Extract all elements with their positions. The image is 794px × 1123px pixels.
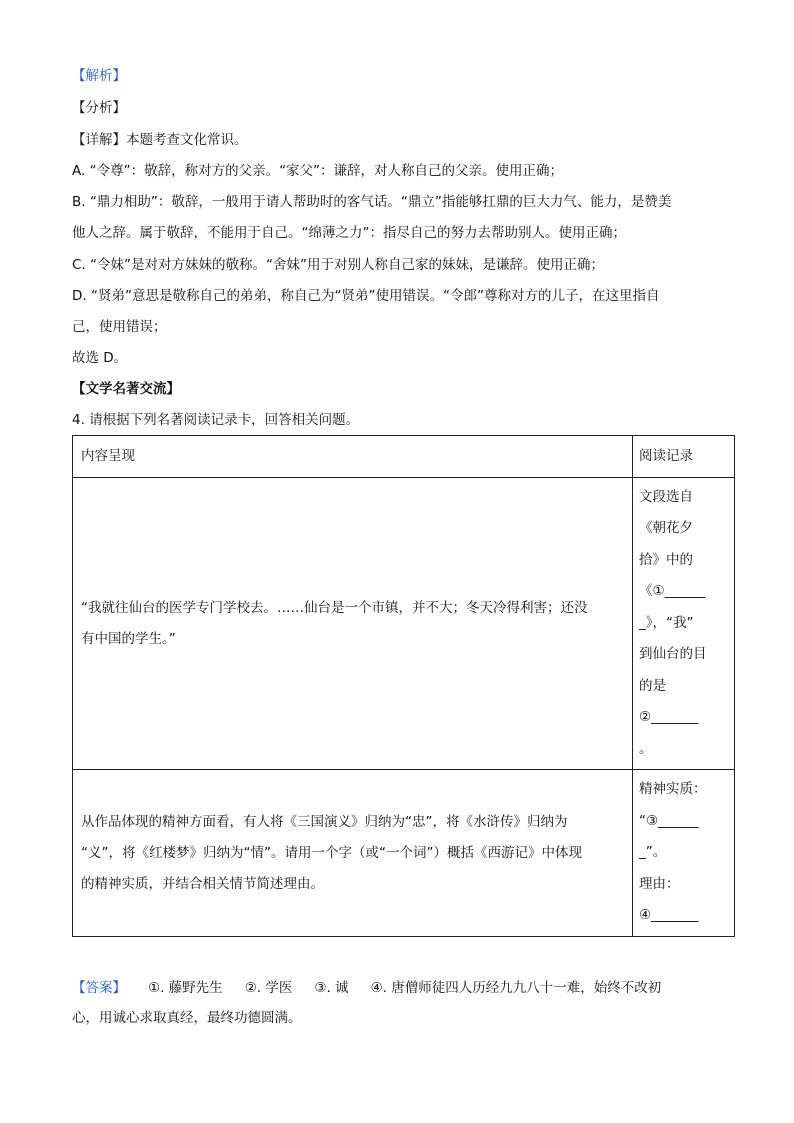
row2-content: [73, 770, 633, 937]
answer-tag: 【答案】: [72, 980, 126, 996]
answer-3: ③. 诚: [314, 980, 349, 996]
analysis-label: 【解析】: [72, 68, 126, 84]
row2-record: [633, 770, 735, 937]
fenxi-label: 【分析】: [72, 100, 126, 116]
row2-content-line: “义”，将《红楼梦》归纳为“情”。请用一个字（或“一个词”）概括《西游记》中体现: [81, 844, 582, 861]
record-line: 精神实质：: [639, 781, 707, 798]
reading-record-table: [72, 435, 735, 937]
record-line: _”。: [639, 844, 667, 861]
answer-block: [72, 973, 727, 1033]
option-d-explanation-1: D. “贤弟”意思是敬称自己的弟弟，称自己为“贤弟”使用错误。“令郎”尊称对方的儿子，在这里指自: [72, 288, 660, 304]
xiangjie-tag: 【详解】: [72, 132, 126, 148]
header-content: 内容呈现: [73, 436, 633, 478]
option-d-explanation-2: 己，使用错误；: [72, 319, 167, 335]
xiangjie-text: 本题考查文化常识。: [126, 132, 248, 148]
header-record: 阅读记录: [633, 436, 735, 478]
answer-2: ②. 学医: [244, 980, 293, 996]
option-c-explanation: C. “令妹”是对对方妹妹的敬称。“舍妹”用于对别人称自己家的妹妹，是谦辞。使用正确；: [72, 257, 604, 273]
record-line: 的是: [639, 677, 666, 694]
row1-content-line: 有中国的学生。”: [81, 630, 176, 647]
conclusion: 故选 D。: [72, 350, 128, 366]
record-line: 文段选自: [639, 488, 693, 505]
row2-content-line: 的精神实质，并结合相关情节简述理由。: [81, 875, 324, 892]
table-header-row: [73, 436, 735, 478]
table-row: [73, 770, 735, 937]
record-line: 《朝花夕: [639, 520, 693, 537]
row1-content-line: “我就往仙台的医学专门学校去。……仙台是一个市镇，并不大；冬天冷得利害；还没: [81, 599, 588, 616]
record-line: “③______: [639, 812, 699, 829]
record-line: 。: [639, 740, 653, 757]
record-line: 拾》中的: [639, 551, 693, 568]
record-line: 到仙台的目: [639, 646, 707, 663]
row1-content: [73, 478, 633, 770]
option-b-explanation-2: 他人之辞。属于敬辞，不能用于自己。“绵薄之力”：指尽自己的努力去帮助别人。使用正确；: [72, 225, 626, 241]
option-a-explanation: A. “令尊”：敬辞，称对方的父亲。“家父”：谦辞，对人称自己的父亲。使用正确；: [72, 163, 564, 179]
answer-1: ①. 藤野先生: [148, 980, 223, 996]
record-line: 《①______: [639, 583, 706, 600]
table-row: [73, 478, 735, 770]
record-line: 理由：: [639, 875, 680, 892]
record-line: _》，“我”: [639, 614, 694, 631]
option-b-explanation-1: B. “鼎力相助”：敬辞，一般用于请人帮助时的客气话。“鼎立”指能够扛鼎的巨大力气、能力，是赞美: [72, 194, 672, 210]
xiangjie-line: [72, 130, 248, 150]
row2-content-line: 从作品体现的精神方面看，有人将《三国演义》归纳为“忠”，将《水浒传》归纳为: [81, 813, 568, 830]
record-line: ②_______: [639, 709, 699, 726]
question-4: 4. 请根据下列名著阅读记录卡，回答相关问题。: [72, 412, 360, 428]
answer-4-part-1: ④. 唐僧师徒四人历经九九八十一难，始终不改初: [370, 980, 662, 996]
row1-record: [633, 478, 735, 770]
section-title: 【文学名著交流】: [72, 381, 180, 397]
record-line: ④_______: [639, 907, 699, 924]
answer-4-part-2: 心，用诚心求取真经，最终功德圆满。: [72, 1010, 302, 1026]
